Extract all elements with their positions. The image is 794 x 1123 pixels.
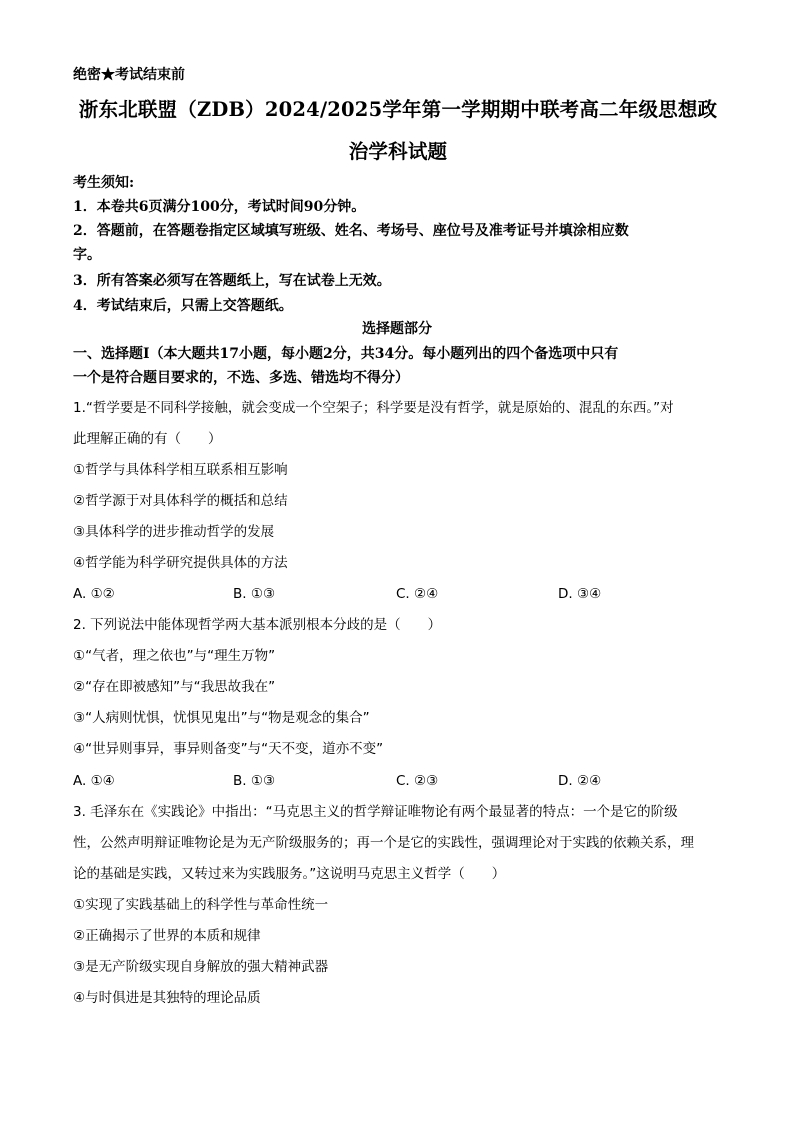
note-item: 4．考试结束后，只需上交答题纸。 bbox=[73, 298, 293, 314]
statement-item: ③是无产阶级实现自身解放的强大精神武器 bbox=[73, 959, 329, 975]
note-item: 2．答题前，在答题卷指定区域填写班级、姓名、考场号、座位号及准考证号并填涂相应数 bbox=[73, 223, 629, 239]
option-c[interactable]: C. ②③ bbox=[396, 773, 439, 789]
statement-item: ③具体科学的进步推动哲学的发展 bbox=[73, 524, 275, 540]
note-item: 1．本卷共6页满分100分，考试时间90分钟。 bbox=[73, 199, 366, 215]
question-3 bbox=[73, 797, 729, 1014]
option-a[interactable]: A. ①④ bbox=[73, 773, 115, 789]
option-b[interactable]: B. ①③ bbox=[233, 586, 276, 602]
question-stem: 论的基础是实践，又转过来为实践服务。”这说明马克思主义哲学（ ） bbox=[73, 866, 506, 882]
question-stem: 性，公然声明辩证唯物论是为无产阶级服务的；再一个是它的实践性，强调理论对于实践的依赖关系，理 bbox=[73, 835, 694, 851]
statement-item: ④“世异则事异，事异则备变”与“天不变，道亦不变” bbox=[73, 741, 384, 757]
statement-item: ④与时俱进是其独特的理论品质 bbox=[73, 990, 261, 1006]
option-d[interactable]: D. ③④ bbox=[558, 586, 602, 602]
notes-heading: 考生须知: bbox=[73, 175, 135, 191]
section-desc-line: 一、选择题Ⅰ（本大题共17小题，每小题2分，共34分。每小题列出的四个备选项中只有 bbox=[73, 346, 619, 362]
question-1-options bbox=[73, 586, 729, 606]
question-2 bbox=[73, 610, 729, 765]
statement-item: ②正确揭示了世界的本质和规律 bbox=[73, 928, 261, 944]
option-b[interactable]: B. ①③ bbox=[233, 773, 276, 789]
option-c[interactable]: C. ②④ bbox=[396, 586, 439, 602]
statement-item: ①实现了实践基础上的科学性与革命性统一 bbox=[73, 897, 329, 913]
statement-item: ①“气者，理之依也”与“理生万物” bbox=[73, 648, 276, 664]
exam-title-line1: 浙东北联盟（ZDB）2024/2025学年第一学期期中联考高二年级思想政 bbox=[78, 98, 718, 121]
question-2-options bbox=[73, 773, 729, 793]
statement-item: ③“人病则忧惧，忧惧见鬼出”与“物是观念的集合” bbox=[73, 710, 370, 726]
statement-item: ②“存在即被感知”与“我思故我在” bbox=[73, 679, 276, 695]
statement-item: ②哲学源于对具体科学的概括和总结 bbox=[73, 493, 288, 509]
question-stem: 3. 毛泽东在《实践论》中指出：“马克思主义的哲学辩证唯物论有两个最显著的特点：一个是它的阶级 bbox=[73, 804, 678, 820]
note-item: 字。 bbox=[73, 247, 101, 263]
confidential-mark: 绝密★考试结束前 bbox=[73, 67, 185, 83]
statement-item: ①哲学与具体科学相互联系相互影响 bbox=[73, 462, 288, 478]
question-stem: 2. 下列说法中能体现哲学两大基本派别根本分歧的是（ ） bbox=[73, 617, 442, 633]
question-stem: 此理解正确的有（ ） bbox=[73, 431, 222, 447]
section-title: 选择题部分 bbox=[362, 321, 432, 337]
question-stem: 1.“哲学要是不同科学接触，就会变成一个空架子；科学要是没有哲学，就是原始的、混乱的东西。”对 bbox=[73, 400, 674, 416]
option-a[interactable]: A. ①② bbox=[73, 586, 115, 602]
section-desc-line: 一个是符合题目要求的，不选、多选、错选均不得分） bbox=[73, 370, 409, 386]
question-1 bbox=[73, 393, 729, 579]
statement-item: ④哲学能为科学研究提供具体的方法 bbox=[73, 555, 288, 571]
section-description bbox=[73, 342, 729, 390]
note-item: 3．所有答案必须写在答题纸上，写在试卷上无效。 bbox=[73, 273, 391, 289]
exam-title-line2: 治学科试题 bbox=[348, 140, 448, 163]
option-d[interactable]: D. ②④ bbox=[558, 773, 602, 789]
